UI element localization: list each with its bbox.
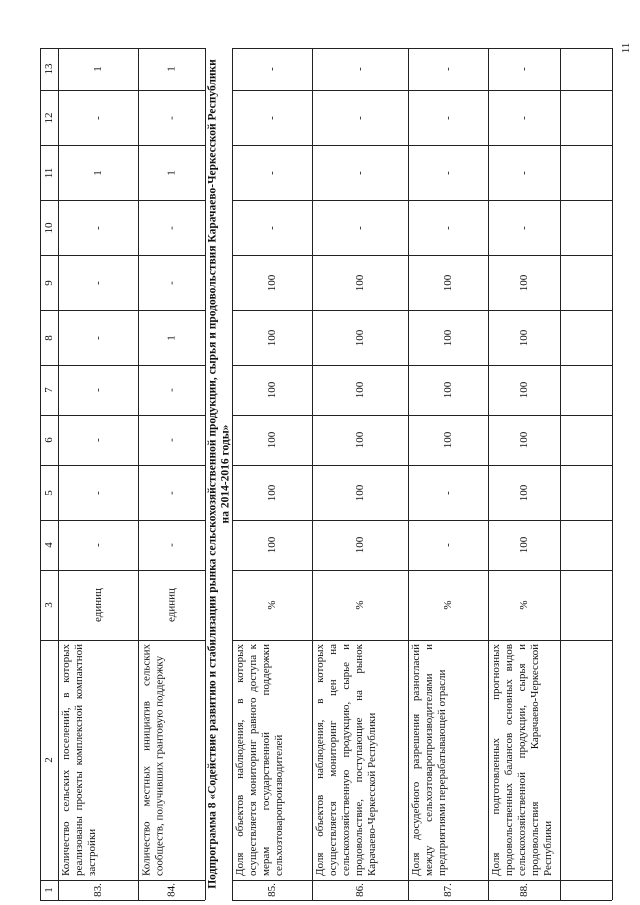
indicator-value-text: 100 [265, 431, 278, 449]
indicator-value [138, 255, 205, 310]
unit-of-measure-text: % [265, 600, 278, 610]
unit-of-measure [138, 570, 205, 640]
indicator-value [232, 520, 312, 570]
indicator-name [488, 640, 560, 880]
row-number [138, 880, 205, 900]
column-number-text: 13 [42, 63, 55, 75]
indicator-value-text: 100 [517, 484, 530, 501]
indicator-value [58, 90, 138, 145]
indicator-value [58, 200, 138, 255]
indicator-value-text: - [91, 543, 104, 547]
indicator-value [488, 365, 560, 415]
indicator-value-text: - [165, 115, 177, 120]
indicator-value-text: 100 [517, 536, 530, 554]
indicator-value [488, 48, 560, 90]
unit-of-measure [488, 570, 560, 640]
indicator-value-text: - [91, 490, 104, 495]
indicator-name [408, 640, 488, 880]
column-number [40, 415, 58, 465]
unit-of-measure [312, 570, 408, 640]
indicator-value [138, 310, 205, 365]
indicator-value-text: 1 [165, 169, 177, 176]
row-number-text: 84. [165, 883, 177, 897]
unit-of-measure-text: единиц [91, 588, 104, 622]
column-number [40, 310, 58, 365]
column-number-text: 12 [42, 112, 55, 123]
column-number-text: 10 [42, 222, 55, 233]
indicator-value [138, 465, 205, 520]
column-number [40, 365, 58, 415]
indicator-value-text: - [517, 115, 530, 120]
indicator-name [312, 640, 408, 880]
indicator-value-text: 100 [265, 381, 278, 399]
indicator-value [312, 310, 408, 365]
indicator-value [488, 520, 560, 570]
indicator-value-text: 100 [265, 536, 278, 554]
indicator-value-text: - [353, 225, 366, 230]
indicator-value-text: 100 [441, 329, 454, 346]
column-number [40, 640, 58, 880]
indicator-value-text: 100 [441, 431, 454, 449]
indicator-value [138, 48, 205, 90]
indicator-value [408, 145, 488, 200]
indicator-value-text: - [265, 115, 278, 120]
indicator-value-text: 100 [353, 381, 366, 399]
indicator-value-text: - [165, 280, 177, 285]
column-number [40, 200, 58, 255]
indicator-name [58, 640, 138, 880]
grid-line-horizontal [232, 900, 612, 901]
indicator-value [312, 145, 408, 200]
indicator-value [232, 255, 312, 310]
indicator-value-text: 1 [91, 66, 104, 72]
indicator-value [138, 90, 205, 145]
indicator-value [58, 520, 138, 570]
indicator-value-text: 100 [265, 484, 278, 501]
indicator-value-text: 100 [517, 329, 530, 346]
indicator-value [138, 145, 205, 200]
column-number-text: 1 [42, 887, 55, 893]
indicator-name-text: Доля подготовленных прогнозных продовольственных балансов основных видов сельскохозяйственной продукции, сырья и продовольствия Карачаево-Черкесской Республики [490, 644, 554, 876]
indicator-value-text: - [91, 280, 104, 285]
subprogram-heading-text: Подпрограмма 8 «Содействие развитию и стабилизации рынка сельскохозяйственной продукции, сырья и продовольствия Карачаево-Черкесской Республики на 2014-2016 годы» [206, 59, 231, 889]
indicator-value-text: - [165, 438, 177, 442]
row-number-text: 86. [353, 883, 366, 897]
unit-of-measure [58, 570, 138, 640]
indicator-value-text: - [265, 67, 278, 71]
row-number-text: 88. [517, 883, 530, 897]
indicator-value-text: - [441, 225, 454, 230]
page-number: 11 [620, 42, 632, 54]
column-number [40, 520, 58, 570]
indicator-value-text: - [91, 438, 104, 442]
indicator-value-text: - [353, 170, 366, 175]
column-number [40, 145, 58, 200]
indicator-value [408, 255, 488, 310]
column-number-text: 11 [42, 167, 55, 178]
unit-of-measure [232, 570, 312, 640]
row-number-text: 83. [91, 883, 104, 897]
indicator-value-text: - [165, 225, 177, 230]
indicator-value-text: - [165, 543, 177, 547]
indicator-value [232, 48, 312, 90]
unit-of-measure-text: % [353, 600, 366, 610]
indicator-value-text: 100 [517, 381, 530, 399]
column-number-text: 7 [42, 387, 55, 393]
indicator-name-text: Количество местных инициатив сельских сообществ, получивших грантовую поддержку [140, 644, 165, 876]
column-number-text: 8 [42, 334, 55, 341]
indicator-value [232, 415, 312, 465]
indicator-value [138, 415, 205, 465]
indicator-value [138, 365, 205, 415]
indicator-value-text: - [91, 388, 104, 392]
indicator-value-text: 100 [265, 329, 278, 346]
grid-line-vertical [612, 48, 613, 900]
indicator-value-text: 1 [165, 66, 177, 72]
indicator-value [58, 145, 138, 200]
indicator-value [488, 415, 560, 465]
indicator-value-text: - [265, 225, 278, 230]
indicator-value [408, 310, 488, 365]
indicator-value [58, 255, 138, 310]
indicator-value [488, 90, 560, 145]
column-number [40, 90, 58, 145]
row-number [408, 880, 488, 900]
indicator-value-text: 100 [353, 274, 366, 291]
indicator-value [408, 48, 488, 90]
column-number [40, 880, 58, 900]
indicator-value [58, 310, 138, 365]
indicator-value-text: - [353, 115, 366, 120]
indicator-value-text: 100 [441, 381, 454, 399]
column-number-text: 3 [42, 602, 55, 608]
unit-of-measure-text: единиц [165, 588, 177, 622]
row-number [488, 880, 560, 900]
indicator-value-text: 100 [353, 329, 366, 346]
row-number [312, 880, 408, 900]
indicator-name [138, 640, 205, 880]
unit-of-measure-text: % [441, 600, 454, 610]
indicator-value-text: - [441, 170, 454, 175]
indicator-value-text: 100 [265, 274, 278, 291]
indicator-value [312, 200, 408, 255]
indicator-value-text: - [91, 115, 104, 120]
indicator-value-text: - [91, 335, 104, 340]
indicator-name-text: Количество сельских поселений, в которых реализованы проекты комплексной компактной застройки [60, 644, 98, 876]
grid-line-vertical [560, 48, 561, 900]
indicator-value [408, 520, 488, 570]
indicator-value [232, 145, 312, 200]
indicator-value [488, 145, 560, 200]
indicator-value [408, 465, 488, 520]
indicator-value [312, 520, 408, 570]
indicator-value-text: - [441, 490, 454, 495]
indicator-value-text: - [441, 115, 454, 120]
indicator-name-text: Доля досудебного разрешения разногласий между сельхозтоваропроизводителями и предприятиями перерабатывающей отрасли [410, 644, 448, 876]
indicator-value [312, 90, 408, 145]
column-number [40, 570, 58, 640]
indicator-value-text: 1 [91, 169, 104, 176]
indicator-value [312, 415, 408, 465]
indicator-value [58, 465, 138, 520]
indicator-value-text: 100 [441, 274, 454, 291]
indicator-value [232, 365, 312, 415]
row-number [232, 880, 312, 900]
grid-line-horizontal [40, 900, 58, 901]
indicator-value [488, 465, 560, 520]
column-number [40, 48, 58, 90]
indicator-value [138, 520, 205, 570]
indicator-value-text: 100 [353, 536, 366, 554]
column-number [40, 465, 58, 520]
column-number [40, 255, 58, 310]
row-number [58, 880, 138, 900]
subprogram-heading [205, 48, 232, 900]
column-number-text: 5 [42, 489, 55, 496]
indicator-value-text: - [517, 67, 530, 71]
indicator-value [58, 48, 138, 90]
indicator-value-text: 100 [353, 431, 366, 449]
indicator-name-text: Доля объектов наблюдения, в которых осуществляется мониторинг цен на сельскохозяйственную продукцию, сырье и продовольствие, поступающие на рынок Карачаево-Черкесской Республики [314, 644, 378, 876]
column-number-text: 2 [42, 757, 55, 763]
indicator-value-text: 100 [517, 274, 530, 291]
indicator-value [58, 415, 138, 465]
column-number-text: 6 [42, 437, 55, 443]
indicator-value [312, 48, 408, 90]
indicator-value-text: - [165, 388, 177, 392]
indicator-value [232, 465, 312, 520]
indicator-value [488, 310, 560, 365]
indicator-value [58, 365, 138, 415]
column-number-text: 4 [42, 542, 55, 548]
indicator-value [232, 200, 312, 255]
indicator-name [232, 640, 312, 880]
indicator-value [312, 465, 408, 520]
indicator-name-text: Доля объектов наблюдения, в которых осуществляется мониторинг равного доступа к мерам государственной поддержки сельхозтоваропроизводителей [234, 644, 285, 876]
column-number-text: 9 [42, 279, 55, 286]
indicator-value [312, 365, 408, 415]
indicator-value-text: - [165, 490, 177, 495]
indicator-value-text: - [91, 225, 104, 230]
row-number-text: 85. [265, 883, 278, 897]
row-number-text: 87. [441, 883, 454, 897]
indicator-value-text: 100 [517, 431, 530, 449]
indicator-value [312, 255, 408, 310]
indicator-value [488, 200, 560, 255]
indicator-value-text: - [517, 170, 530, 175]
indicator-value [408, 415, 488, 465]
indicator-value-text: - [441, 67, 454, 71]
indicator-value [408, 90, 488, 145]
indicator-value-text: 100 [353, 484, 366, 501]
indicator-value [138, 200, 205, 255]
unit-of-measure [408, 570, 488, 640]
indicator-value [232, 310, 312, 365]
unit-of-measure-text: % [517, 600, 530, 610]
indicator-value-text: 1 [165, 334, 177, 341]
indicator-value [232, 90, 312, 145]
indicator-value-text: - [441, 543, 454, 547]
indicator-value-text: - [265, 170, 278, 175]
grid-line-horizontal [58, 900, 205, 901]
indicator-value-text: - [353, 67, 366, 71]
indicator-value [408, 200, 488, 255]
indicator-value-text: - [517, 225, 530, 230]
indicator-value [488, 255, 560, 310]
indicator-value [408, 365, 488, 415]
